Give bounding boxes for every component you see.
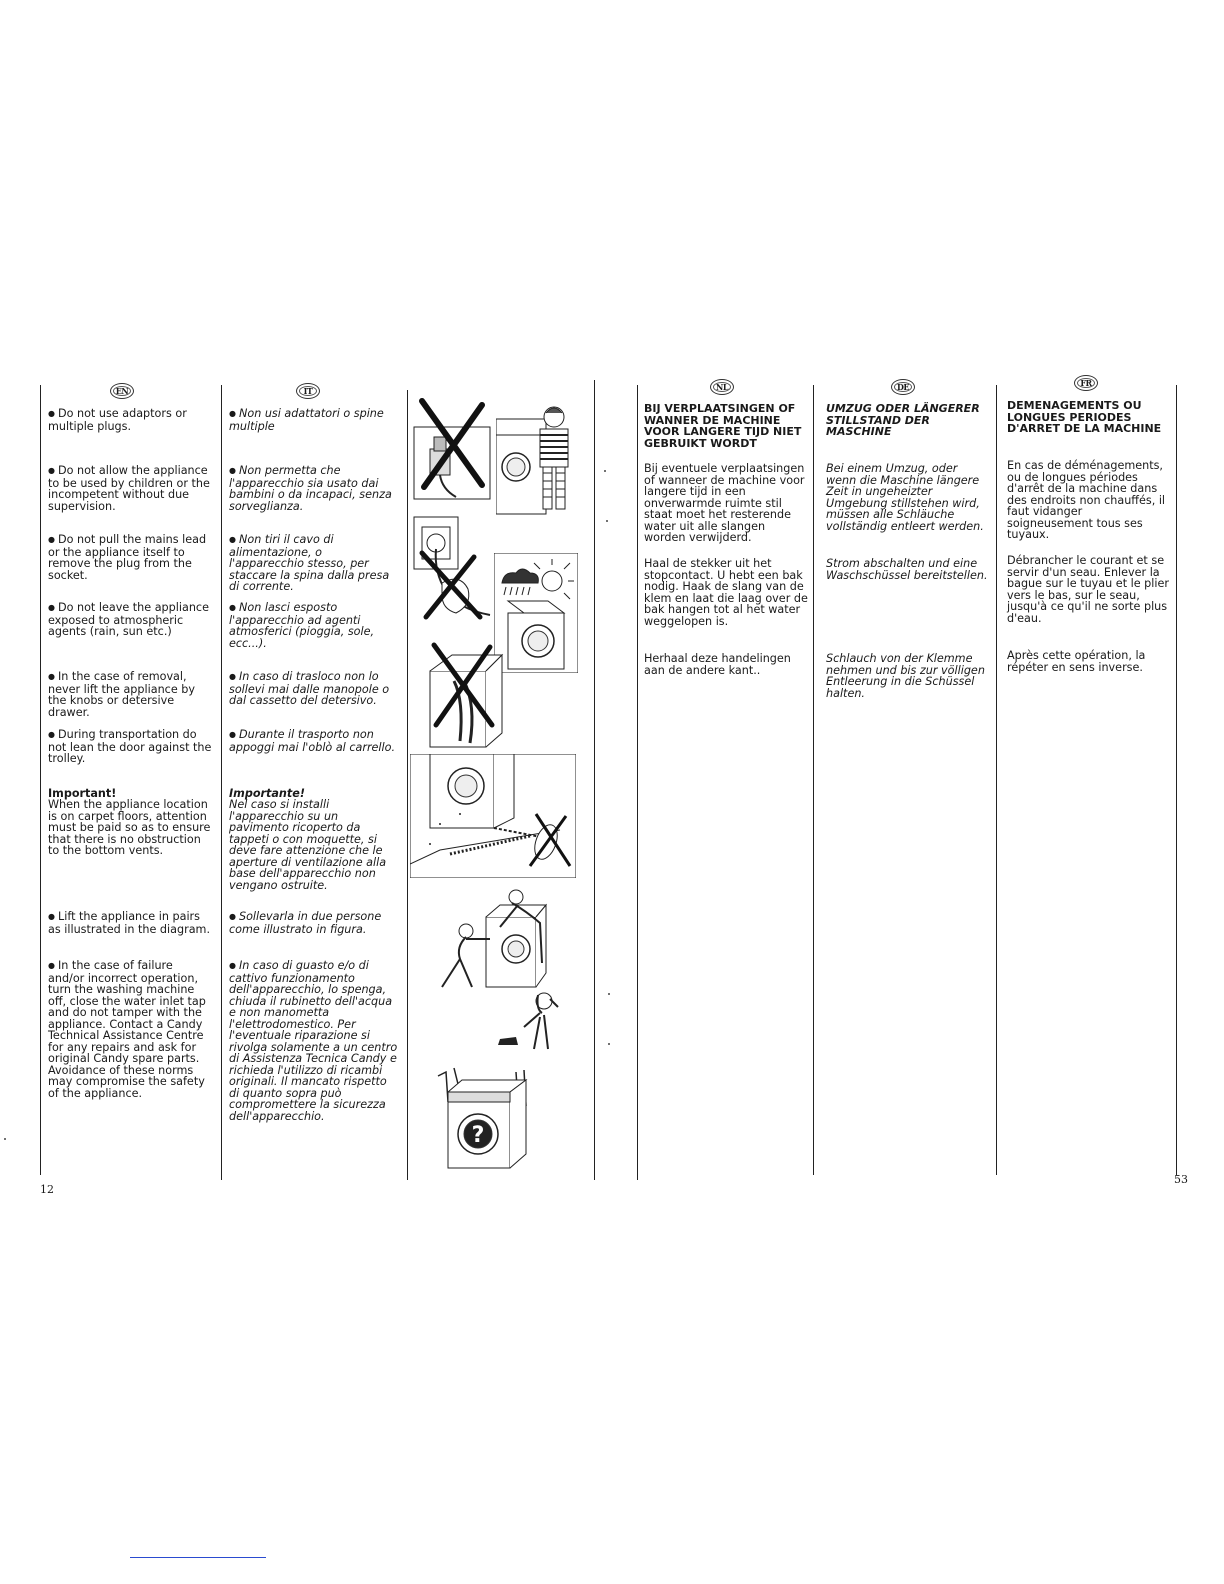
scan-speck [608,993,610,995]
it-important-text: Nel caso si installi l'apparecchio su un pavimento ricoperto da tappeti o con moquette, si deve fare attenzione che le aperture di ventilazione alla base dell'apparecchio non vengano ostruite. [229,798,387,892]
en-item-7: ● Lift the appliance in pairs as illustrated in the diagram. [48,911,212,935]
right-page-number: 53 [1174,1173,1188,1186]
en-item-6: ● During transportation do not lean the door against the trolley. [48,729,212,765]
it-item-1: ● Non usi adattatori o spine multiple [229,408,399,432]
nl-paragraph-2: Haal de stekker uit het stopcontact. U hebt een bak nodig. Haak de slang van de klem en laat die laag over de bak hangen tot al het water weggelopen is. [644,557,808,628]
nl-paragraph-1: Bij eventuele verplaatsingen of wanneer de machine voor langere tijd in een onverwarmde ruimte stil staat moet het resterende water uit alle slangen worden verwijderd. [644,462,805,544]
en-item-3: ● Do not pull the mains lead or the appliance itself to remove the plug from the socket. [48,534,212,581]
technician-phone-illustration [480,987,574,1053]
scan-speck [604,470,606,472]
rule-nl-left [637,385,638,1180]
de-language-badge: DE [891,379,915,395]
fr-language-badge: FR [1074,375,1098,391]
rule-it-illus [407,390,408,1180]
en-important-title: Important! [48,787,117,800]
socket-pull-plug-illustration [412,513,492,623]
it-item-4: ● Non lasci esposto l'apparecchio ad agenti atmosferici (pioggia, sole, ecc...). [229,602,399,649]
rule-left-margin [40,385,41,1175]
child-and-washing-machine-illustration [496,397,576,515]
nl-heading: BIJ VERPLAATSINGEN OF WANNER DE MACHINE VOOR LANGERE TIJD NIET GEBRUIKT WORDT [644,402,802,450]
de-heading: UMZUG ODER LÄNGERER STILLSTAND DER MASCHINE [826,402,980,438]
rule-illus-end [594,380,595,1180]
rule-de-fr [996,385,997,1175]
it-important-title: Importante! [229,787,305,800]
en-item-5: ● In the case of removal, never lift the appliance by the knobs or detersive drawer. [48,671,212,718]
en-language-badge: EN [110,383,134,399]
scan-speck [606,520,608,522]
it-item-5: ● In caso di trasloco non lo sollevi mai dalle manopole o dal cassetto del detersivo. [229,671,399,707]
it-item-8: ● In caso di guasto e/o di cattivo funzionamento dell'apparecchio, lo spenga, chiuda il rubinetto dell'acqua e non manometta l'elettrodomestico. Per l'eventuale riparazione si rivolga solamente a un centro di Assistenza Tecnica Candy e richieda l'utilizzo di ricambi originali. Il mancato rispetto di quanto sopra può compromettere la sicurezza dell'apparecchio. [229,960,399,1122]
it-item-6: ● Durante il trasporto non appoggi mai l'oblò al carrello. [229,729,399,753]
nl-paragraph-3: Herhaal deze handelingen aan de andere kant.. [644,652,791,677]
lifting-by-knobs-illustration [424,641,504,751]
machine-question-mark-illustration [434,1062,534,1172]
footer-rule [130,1557,266,1558]
rule-en-it [221,385,222,1180]
de-paragraph-1: Bei einem Umzug, oder wenn die Maschine längere Zeit in ungeheizter Umgebung stillstehen wird, müssen alle Schläuche vollständig entleert werden. [826,462,984,533]
en-item-1: ● Do not use adaptors or multiple plugs. [48,408,212,432]
scan-speck [608,1043,610,1045]
fr-paragraph-2: Débrancher le courant et se servir d'un seau. Enlever la bague sur le tuyau et le plier vers le bas, sur le seau, jusqu'à ce qu'il ne sorte plus d'eau. [1007,554,1169,625]
en-item-2: ● Do not allow the appliance to be used by children or the incompetent without due supervision. [48,465,212,512]
lift-in-pairs-illustration [436,887,554,997]
svg-text:?: ? [471,1123,485,1148]
de-paragraph-2: Strom abschalten und eine Waschschüssel bereitstellen. [826,557,988,582]
it-language-badge: IT [296,383,320,399]
rule-right-margin [1176,385,1177,1175]
en-important-text: When the appliance location is on carpet floors, attention must be paid so as to ensure that there is no obstruction to the bottom vents. [48,798,211,857]
it-item-3: ● Non tiri il cavo di alimentazione, o l'apparecchio stesso, per staccare la spina dalla presa di corrente. [229,534,399,593]
carpet-floor-vents-illustration [410,754,576,878]
it-item-7: ● Sollevarla in due persone come illustrato in figura. [229,911,399,935]
en-item-8: ● In the case of failure and/or incorrect operation, turn the washing machine off, close the water inlet tap and do not tamper with the appliance. Contact a Candy Technical Assistance Centre for any repairs and ask for original Candy spare parts. Avoidance of these norms may compromise the safety of the appliance. [48,960,212,1099]
nl-language-badge: NL [710,379,734,395]
en-item-4: ● Do not leave the appliance exposed to atmospheric agents (rain, sun etc.) [48,602,212,638]
left-page-number: 12 [40,1183,54,1196]
de-paragraph-3: Schlauch von der Klemme nehmen und bis zur völligen Entleerung in die Schüssel halten. [826,652,985,700]
it-item-2: ● Non permetta che l'apparecchio sia usato dai bambini o da incapaci, senza sorveglianza. [229,465,399,512]
no-adaptor-plug-illustration [412,397,492,502]
fr-heading: DEMENAGEMENTS OU LONGUES PERIODES D'ARRET DE LA MACHINE [1007,399,1162,435]
machine-exposed-to-rain-sun-illustration [494,553,578,673]
rule-nl-de [813,385,814,1175]
fr-paragraph-1: En cas de déménagements, ou de longues périodes d'arrêt de la machine dans des endroits non chauffés, il faut vidanger soigneusement tous ses tuyaux. [1007,459,1166,541]
scan-speck [4,1138,6,1140]
fr-paragraph-3: Après cette opération, la répéter en sens inverse. [1007,649,1146,674]
